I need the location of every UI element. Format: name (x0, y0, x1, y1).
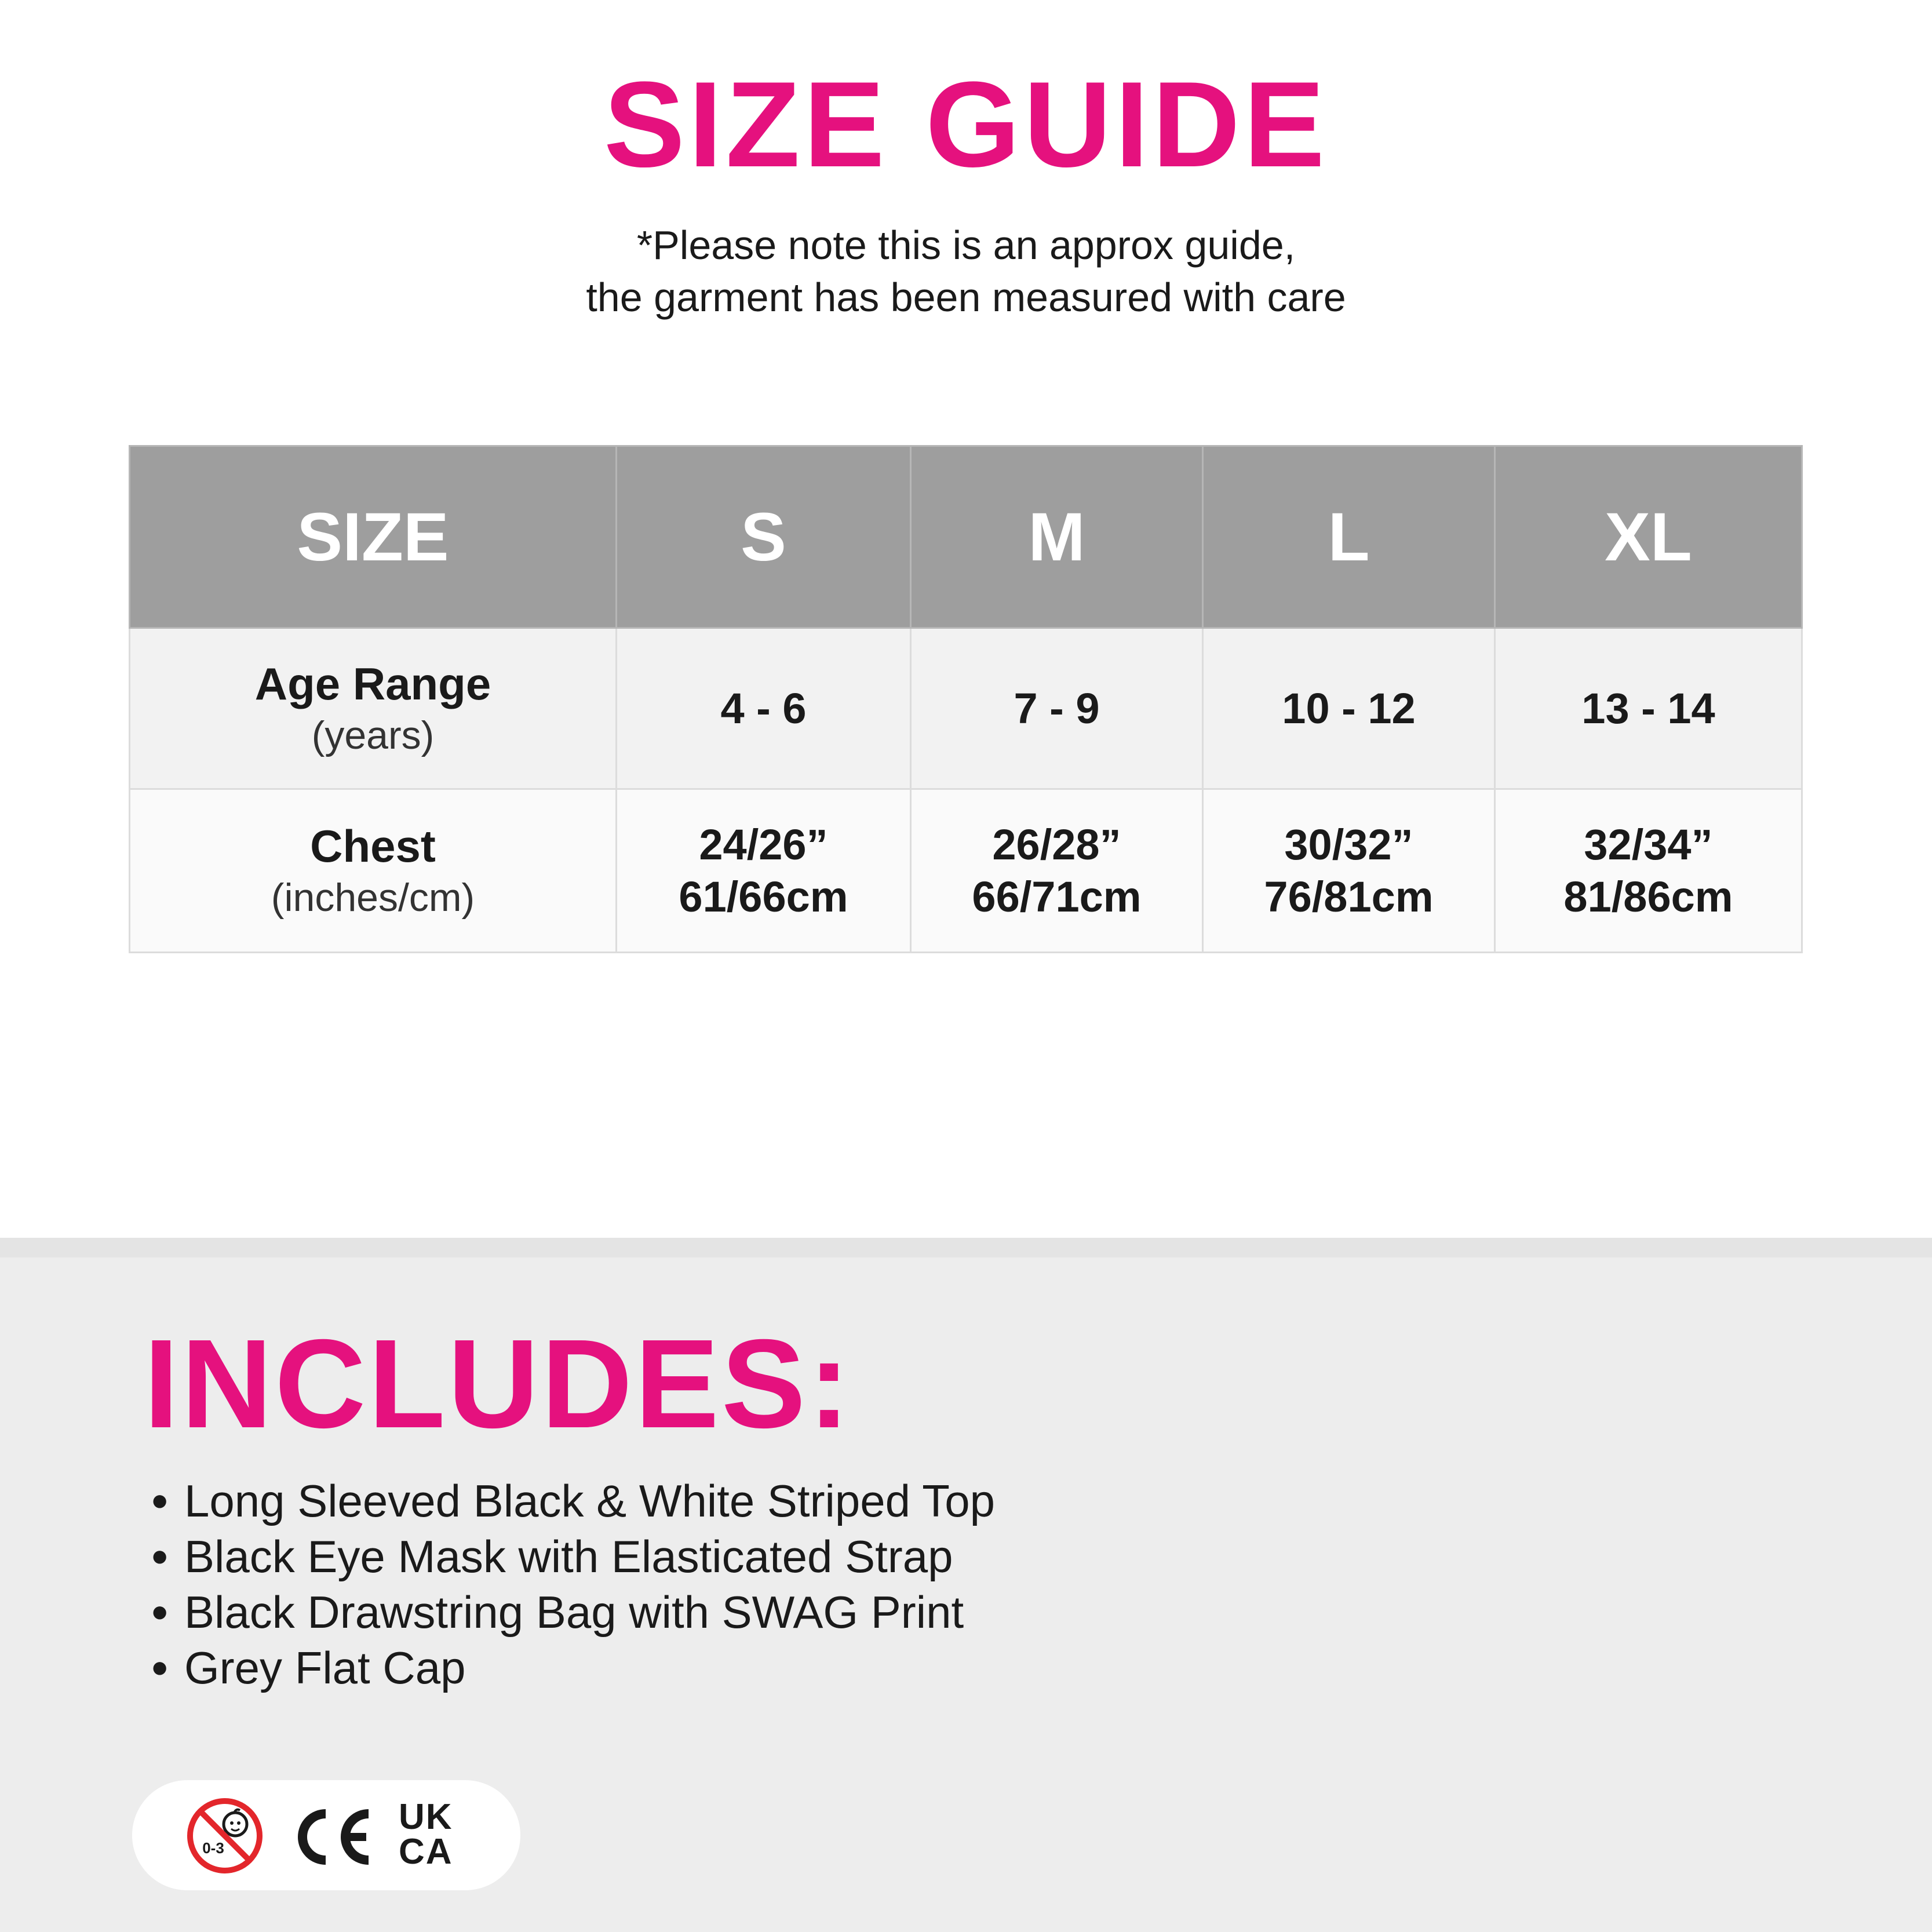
row-label-cell (130, 789, 617, 953)
table-row-chest (130, 789, 1802, 953)
header-xl: XL (1495, 446, 1802, 628)
include-item-1: Long Sleeved Black & White Striped Top (184, 1475, 996, 1526)
not-suitable-under-3-icon (185, 1796, 264, 1875)
header-size: SIZE (130, 446, 617, 628)
includes-title: INCLUDES: (144, 1314, 852, 1455)
header-m: M (911, 446, 1203, 628)
chest-l-inches: 30/32” (1284, 820, 1413, 869)
bullet-icon: • (152, 1587, 168, 1638)
table-cell (911, 789, 1203, 953)
age-l: 10 - 12 (1282, 684, 1416, 732)
ukca-top-text: UK (399, 1797, 453, 1837)
chest-s-cm: 61/66cm (679, 872, 848, 921)
table-cell (617, 789, 911, 953)
bullet-icon: • (152, 1531, 168, 1582)
bullet-icon: • (152, 1475, 168, 1526)
table-cell (1203, 628, 1495, 789)
list-item (152, 1473, 995, 1529)
includes-panel (0, 1238, 1932, 1932)
note-line-2: the garment has been measured with care (586, 275, 1346, 320)
bullet-icon: • (152, 1642, 168, 1693)
chest-xl-inches: 32/34” (1584, 820, 1713, 869)
approx-guide-note (0, 219, 1932, 323)
ukca-bottom-text: CA (399, 1832, 453, 1872)
include-item-4: Grey Flat Cap (184, 1642, 466, 1693)
table-row-age-range (130, 628, 1802, 789)
table-cell (911, 628, 1203, 789)
chest-s-inches: 24/26” (699, 820, 828, 869)
chest-label: Chest (310, 820, 436, 872)
page-title: SIZE GUIDE (603, 56, 1329, 192)
table-cell (1495, 789, 1802, 953)
note-line-1: *Please note this is an approx guide, (636, 223, 1296, 268)
table-header-row (130, 446, 1802, 628)
table-cell (617, 628, 911, 789)
table-cell (1203, 789, 1495, 953)
header-s: S (617, 446, 911, 628)
age-xl: 13 - 14 (1581, 684, 1715, 732)
chest-xl-cm: 81/86cm (1563, 872, 1733, 921)
row-label-cell (130, 628, 617, 789)
age-warning-text: 0-3 (202, 1839, 224, 1857)
list-item (152, 1584, 995, 1640)
header-l: L (1203, 446, 1495, 628)
ukca-mark-icon (399, 1797, 474, 1872)
chest-m-cm: 66/71cm (972, 872, 1142, 921)
age-m: 7 - 9 (1014, 684, 1100, 732)
include-item-3: Black Drawstring Bag with SWAG Print (184, 1587, 964, 1638)
includes-list (152, 1473, 995, 1696)
size-table (129, 445, 1803, 953)
chest-l-cm: 76/81cm (1264, 872, 1434, 921)
age-range-unit: (years) (311, 713, 435, 757)
include-item-2: Black Eye Mask with Elasticated Strap (184, 1531, 953, 1582)
list-item (152, 1529, 995, 1584)
age-range-label: Age Range (254, 658, 491, 709)
list-item (152, 1640, 995, 1696)
age-s: 4 - 6 (720, 684, 807, 732)
chest-m-inches: 26/28” (992, 820, 1121, 869)
ce-mark-icon (290, 1808, 374, 1866)
safety-marks-badge (132, 1780, 520, 1890)
table-cell (1495, 628, 1802, 789)
chest-unit: (inches/cm) (271, 875, 475, 920)
